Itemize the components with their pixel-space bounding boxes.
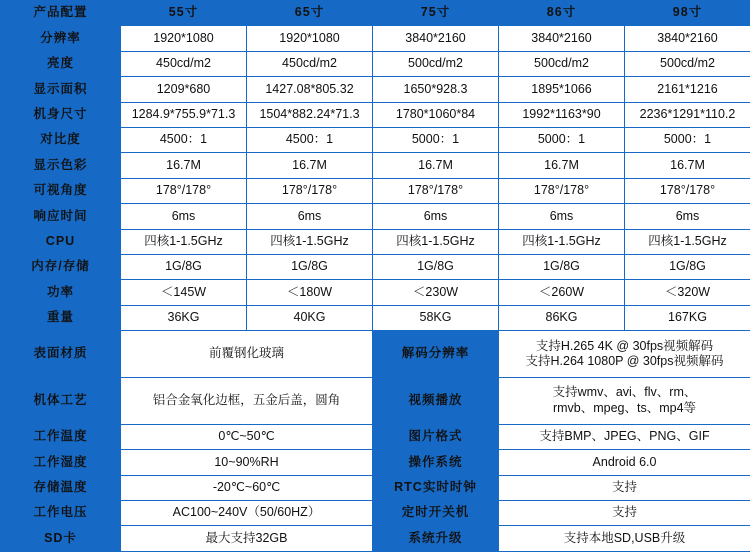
cell-value: 1650*928.3 — [373, 77, 499, 102]
cell-value: 36KG — [121, 305, 247, 330]
cell-value: 40KG — [247, 305, 373, 330]
header-cell-98: 98寸 — [625, 1, 750, 26]
row-label: 机体工艺 — [1, 378, 121, 425]
row-label: 机身尺寸 — [1, 102, 121, 127]
cell-value-right: 支持 — [499, 475, 750, 500]
cell-value-right: 支持BMP、JPEG、PNG、GIF — [499, 424, 750, 449]
cell-value: ＜260W — [499, 280, 625, 305]
cell-value: 16.7M — [625, 153, 750, 178]
cell-value: 四核1-1.5GHz — [247, 229, 373, 254]
row-label: CPU — [1, 229, 121, 254]
row-label-secondary: 视频播放 — [373, 378, 499, 425]
cell-value: 178°/178° — [247, 178, 373, 203]
cell-value: 1992*1163*90 — [499, 102, 625, 127]
table-row — [1, 378, 750, 425]
cell-value: 1G/8G — [625, 255, 750, 280]
cell-value: 1895*1066 — [499, 77, 625, 102]
cell-value: 1427.08*805.32 — [247, 77, 373, 102]
cell-value: 四核1-1.5GHz — [499, 229, 625, 254]
header-cell-55: 55寸 — [121, 1, 247, 26]
cell-value-left: 10~90%RH — [121, 450, 373, 475]
row-label: 亮度 — [1, 51, 121, 76]
row-label: SD卡 — [1, 526, 121, 552]
cell-value: 2236*1291*110.2 — [625, 102, 750, 127]
cell-value: ＜145W — [121, 280, 247, 305]
header-cell-config: 产品配置 — [1, 1, 121, 26]
table-row — [1, 128, 750, 153]
cell-value: 1504*882.24*71.3 — [247, 102, 373, 127]
row-label: 工作电压 — [1, 500, 121, 525]
header-cell-75: 75寸 — [373, 1, 499, 26]
cell-value: 178°/178° — [121, 178, 247, 203]
cell-value: 178°/178° — [625, 178, 750, 203]
cell-value: 四核1-1.5GHz — [373, 229, 499, 254]
cell-value: 86KG — [499, 305, 625, 330]
cell-value-left: 前覆钢化玻璃 — [121, 331, 373, 378]
row-label: 对比度 — [1, 128, 121, 153]
cell-value: 2161*1216 — [625, 77, 750, 102]
cell-value: 1920*1080 — [247, 26, 373, 51]
cell-value-left: 0℃~50℃ — [121, 424, 373, 449]
table-row — [1, 77, 750, 102]
table-row — [1, 331, 750, 378]
row-label: 显示面积 — [1, 77, 121, 102]
cell-value: ＜180W — [247, 280, 373, 305]
cell-value: 58KG — [373, 305, 499, 330]
cell-value: 1920*1080 — [121, 26, 247, 51]
cell-value-left: 最大支持32GB — [121, 526, 373, 552]
cell-value-left: 铝合金氧化边框，五金后盖，圆角 — [121, 378, 373, 425]
cell-value-right: Android 6.0 — [499, 450, 750, 475]
cell-value-right: 支持 — [499, 500, 750, 525]
row-label: 重量 — [1, 305, 121, 330]
row-label: 分辨率 — [1, 26, 121, 51]
cell-value: 500cd/m2 — [499, 51, 625, 76]
cell-value: 450cd/m2 — [247, 51, 373, 76]
cell-value: 167KG — [625, 305, 750, 330]
spec-table-body — [1, 1, 750, 552]
row-label: 工作温度 — [1, 424, 121, 449]
cell-value-left: -20℃~60℃ — [121, 475, 373, 500]
row-label-secondary: 操作系统 — [373, 450, 499, 475]
table-row — [1, 450, 750, 475]
cell-value: 1G/8G — [121, 255, 247, 280]
cell-value: 1284.9*755.9*71.3 — [121, 102, 247, 127]
cell-value: 4500：1 — [121, 128, 247, 153]
cell-value: 6ms — [499, 204, 625, 229]
cell-value: 6ms — [121, 204, 247, 229]
row-label: 存储温度 — [1, 475, 121, 500]
table-row — [1, 475, 750, 500]
cell-value: 16.7M — [247, 153, 373, 178]
row-label: 功率 — [1, 280, 121, 305]
cell-value: 16.7M — [373, 153, 499, 178]
row-label: 内存/存储 — [1, 255, 121, 280]
table-row — [1, 51, 750, 76]
row-label-secondary: 定时开关机 — [373, 500, 499, 525]
cell-value: 四核1-1.5GHz — [625, 229, 750, 254]
cell-value: 5000：1 — [373, 128, 499, 153]
cell-value: 178°/178° — [373, 178, 499, 203]
cell-value: 6ms — [373, 204, 499, 229]
cell-value: 16.7M — [121, 153, 247, 178]
table-row — [1, 500, 750, 525]
cell-value: 1G/8G — [373, 255, 499, 280]
cell-value: 500cd/m2 — [625, 51, 750, 76]
row-label: 显示色彩 — [1, 153, 121, 178]
table-row — [1, 305, 750, 330]
cell-value: 6ms — [247, 204, 373, 229]
cell-value: 16.7M — [499, 153, 625, 178]
cell-value: ＜230W — [373, 280, 499, 305]
table-row — [1, 26, 750, 51]
table-row — [1, 153, 750, 178]
row-label: 可视角度 — [1, 178, 121, 203]
cell-value: 3840*2160 — [373, 26, 499, 51]
cell-value: 1G/8G — [247, 255, 373, 280]
cell-value-right: 支持wmv、avi、flv、rm、 rmvb、mpeg、ts、mp4等 — [499, 378, 750, 425]
cell-value: 6ms — [625, 204, 750, 229]
cell-value-left: AC100~240V（50/60HZ） — [121, 500, 373, 525]
header-cell-86: 86寸 — [499, 1, 625, 26]
cell-value: 1209*680 — [121, 77, 247, 102]
cell-value: 5000：1 — [499, 128, 625, 153]
row-label-secondary: RTC实时时钟 — [373, 475, 499, 500]
cell-value: 3840*2160 — [625, 26, 750, 51]
table-header-row — [1, 1, 750, 26]
row-label-secondary: 图片格式 — [373, 424, 499, 449]
row-label: 表面材质 — [1, 331, 121, 378]
cell-value: 1G/8G — [499, 255, 625, 280]
table-row — [1, 229, 750, 254]
row-label-secondary: 解码分辨率 — [373, 331, 499, 378]
table-row — [1, 526, 750, 552]
row-label-secondary: 系统升级 — [373, 526, 499, 552]
cell-value: 1780*1060*84 — [373, 102, 499, 127]
header-cell-65: 65寸 — [247, 1, 373, 26]
cell-value: 3840*2160 — [499, 26, 625, 51]
table-row — [1, 280, 750, 305]
cell-value: ＜320W — [625, 280, 750, 305]
cell-value: 四核1-1.5GHz — [121, 229, 247, 254]
table-row — [1, 204, 750, 229]
table-row — [1, 102, 750, 127]
cell-value: 450cd/m2 — [121, 51, 247, 76]
cell-value: 178°/178° — [499, 178, 625, 203]
cell-value: 4500：1 — [247, 128, 373, 153]
cell-value-right: 支持本地SD,USB升级 — [499, 526, 750, 552]
table-row — [1, 255, 750, 280]
row-label: 工作湿度 — [1, 450, 121, 475]
cell-value: 500cd/m2 — [373, 51, 499, 76]
table-row — [1, 178, 750, 203]
cell-value-right: 支持H.265 4K @ 30fps视频解码 支持H.264 1080P @ 30fps视频解码 — [499, 331, 750, 378]
row-label: 响应时间 — [1, 204, 121, 229]
cell-value: 5000：1 — [625, 128, 750, 153]
table-row — [1, 424, 750, 449]
